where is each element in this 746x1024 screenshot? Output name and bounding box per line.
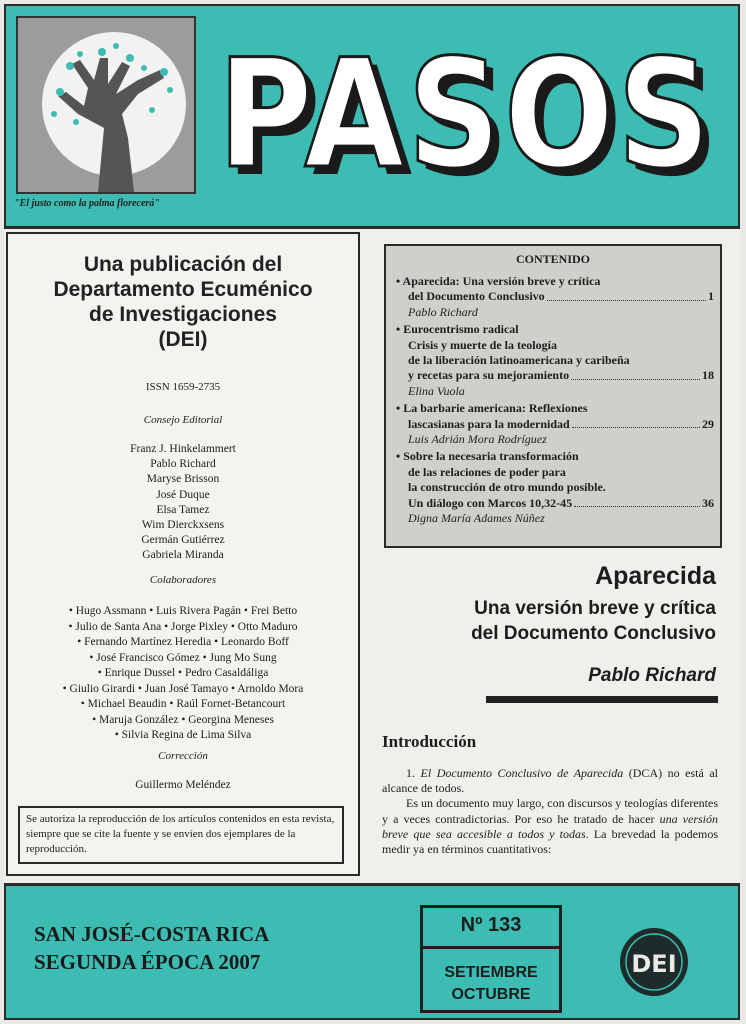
article-rule <box>486 696 718 703</box>
consejo-list: Franz J. Hinkelammert Pablo Richard Maryse Brisson José Duque Elsa Tamez Wim Dierckxsens Germán Gutiérrez Gabriela Miranda <box>130 443 236 562</box>
page-number: 36 <box>702 495 714 510</box>
article-author: Pablo Richard <box>588 665 716 686</box>
toc-author: Elina Vuola <box>408 383 465 398</box>
toc-entry[interactable]: • La barbarie americana: Reflexiones lascasianas para la modernidad 29 Luis Adrián Mora Rodríguez <box>396 401 714 447</box>
dei-logo-icon <box>618 926 690 998</box>
consejo-label: Consejo Editorial <box>143 414 223 426</box>
intro-heading: Introducción <box>382 732 477 751</box>
intro-text: 1. El Documento Conclusivo de Aparecida (DCA) no está al alcance de todos. Es un documento muy largo, con discursos y teologías diferentes y a veces contradictorias. Por eso he tratado de hacer una versión breve que sea accesible a todos y todas. La brevedad la podemos medir ya en términos cuantitativos: <box>382 766 719 857</box>
motto: "El justo como la palma florecerá" <box>14 198 160 209</box>
location-edition: SAN JOSÉ-COSTA RICA SEGUNDA ÉPOCA 2007 <box>34 922 270 974</box>
masthead-info-box <box>6 232 360 876</box>
tree-logo <box>16 16 196 194</box>
issue-box <box>420 905 562 1013</box>
dei-logo-text: DEI <box>631 950 677 978</box>
publication-title: Una publicación del Departamento Ecuménico de Investigaciones (DEI) <box>53 253 313 351</box>
toc-entry[interactable]: • Sobre la necesaria transformación de las relaciones de poder para la construcción de otro mundo posible. Un diálogo con Marcos 10,32-45 36 Digna María Adames Núñez <box>396 449 714 526</box>
page-number: 18 <box>702 368 714 383</box>
colaboradores-label: Colaboradores <box>149 574 217 586</box>
article-title: Aparecida <box>595 562 716 590</box>
toc-entry[interactable]: • Aparecida: Una versión breve y crítica del Documento Conclusivo 1 Pablo Richard <box>396 274 714 319</box>
masthead-title-shadow: PASOS <box>226 36 722 204</box>
toc-author: Digna María Adames Núñez <box>408 511 545 526</box>
table-of-contents <box>384 244 722 548</box>
toc-author: Pablo Richard <box>408 304 478 319</box>
issue-months: SETIEMBRE OCTUBRE <box>444 964 538 1003</box>
contents-heading: CONTENIDO <box>515 252 590 266</box>
correccion-name: Guillermo Meléndez <box>135 779 231 791</box>
article-subtitle: Una versión breve y crítica del Documento Conclusivo <box>471 598 716 644</box>
masthead-title <box>212 34 732 204</box>
correccion-label: Corrección <box>158 750 208 762</box>
issn: ISSN 1659-2735 <box>145 381 221 393</box>
page-number: 1 <box>708 289 714 304</box>
reproduction-notice: Se autoriza la reproducción de los artículos contenidos en esta revista, siempre que se cite la fuente y se envíen dos ejemplares de la reproducción. <box>18 806 344 864</box>
issue-number: Nº 133 <box>460 914 522 936</box>
page-number: 29 <box>702 416 714 431</box>
toc-author: Luis Adrián Mora Rodríguez <box>408 432 547 447</box>
masthead-title-text: PASOS <box>218 34 714 202</box>
toc-entry[interactable]: • Eurocentrismo radical Crisis y muerte de la teología de la liberación latinoamericana y caribeña y recetas para su mejoramiento 18 Elina Vuola <box>396 322 714 398</box>
colaboradores-list: • Hugo Assmann • Luis Rivera Pagán • Frei Betto • Julio de Santa Ana • Jorge Pixley • Otto Maduro • Fernando Martínez Heredia • Leonardo Boff • José Francisco Gómez • Jung Mo Sung • Enrique Dussel • Pedro Casaldáliga • Giulio Girardi • Juan José Tamayo • Arnoldo Mora • Michael Beaudin • Raúl Fornet-Betancourt • Maruja González • Georgina Meneses • Silvia Regina de Lima Silva <box>62 605 304 741</box>
